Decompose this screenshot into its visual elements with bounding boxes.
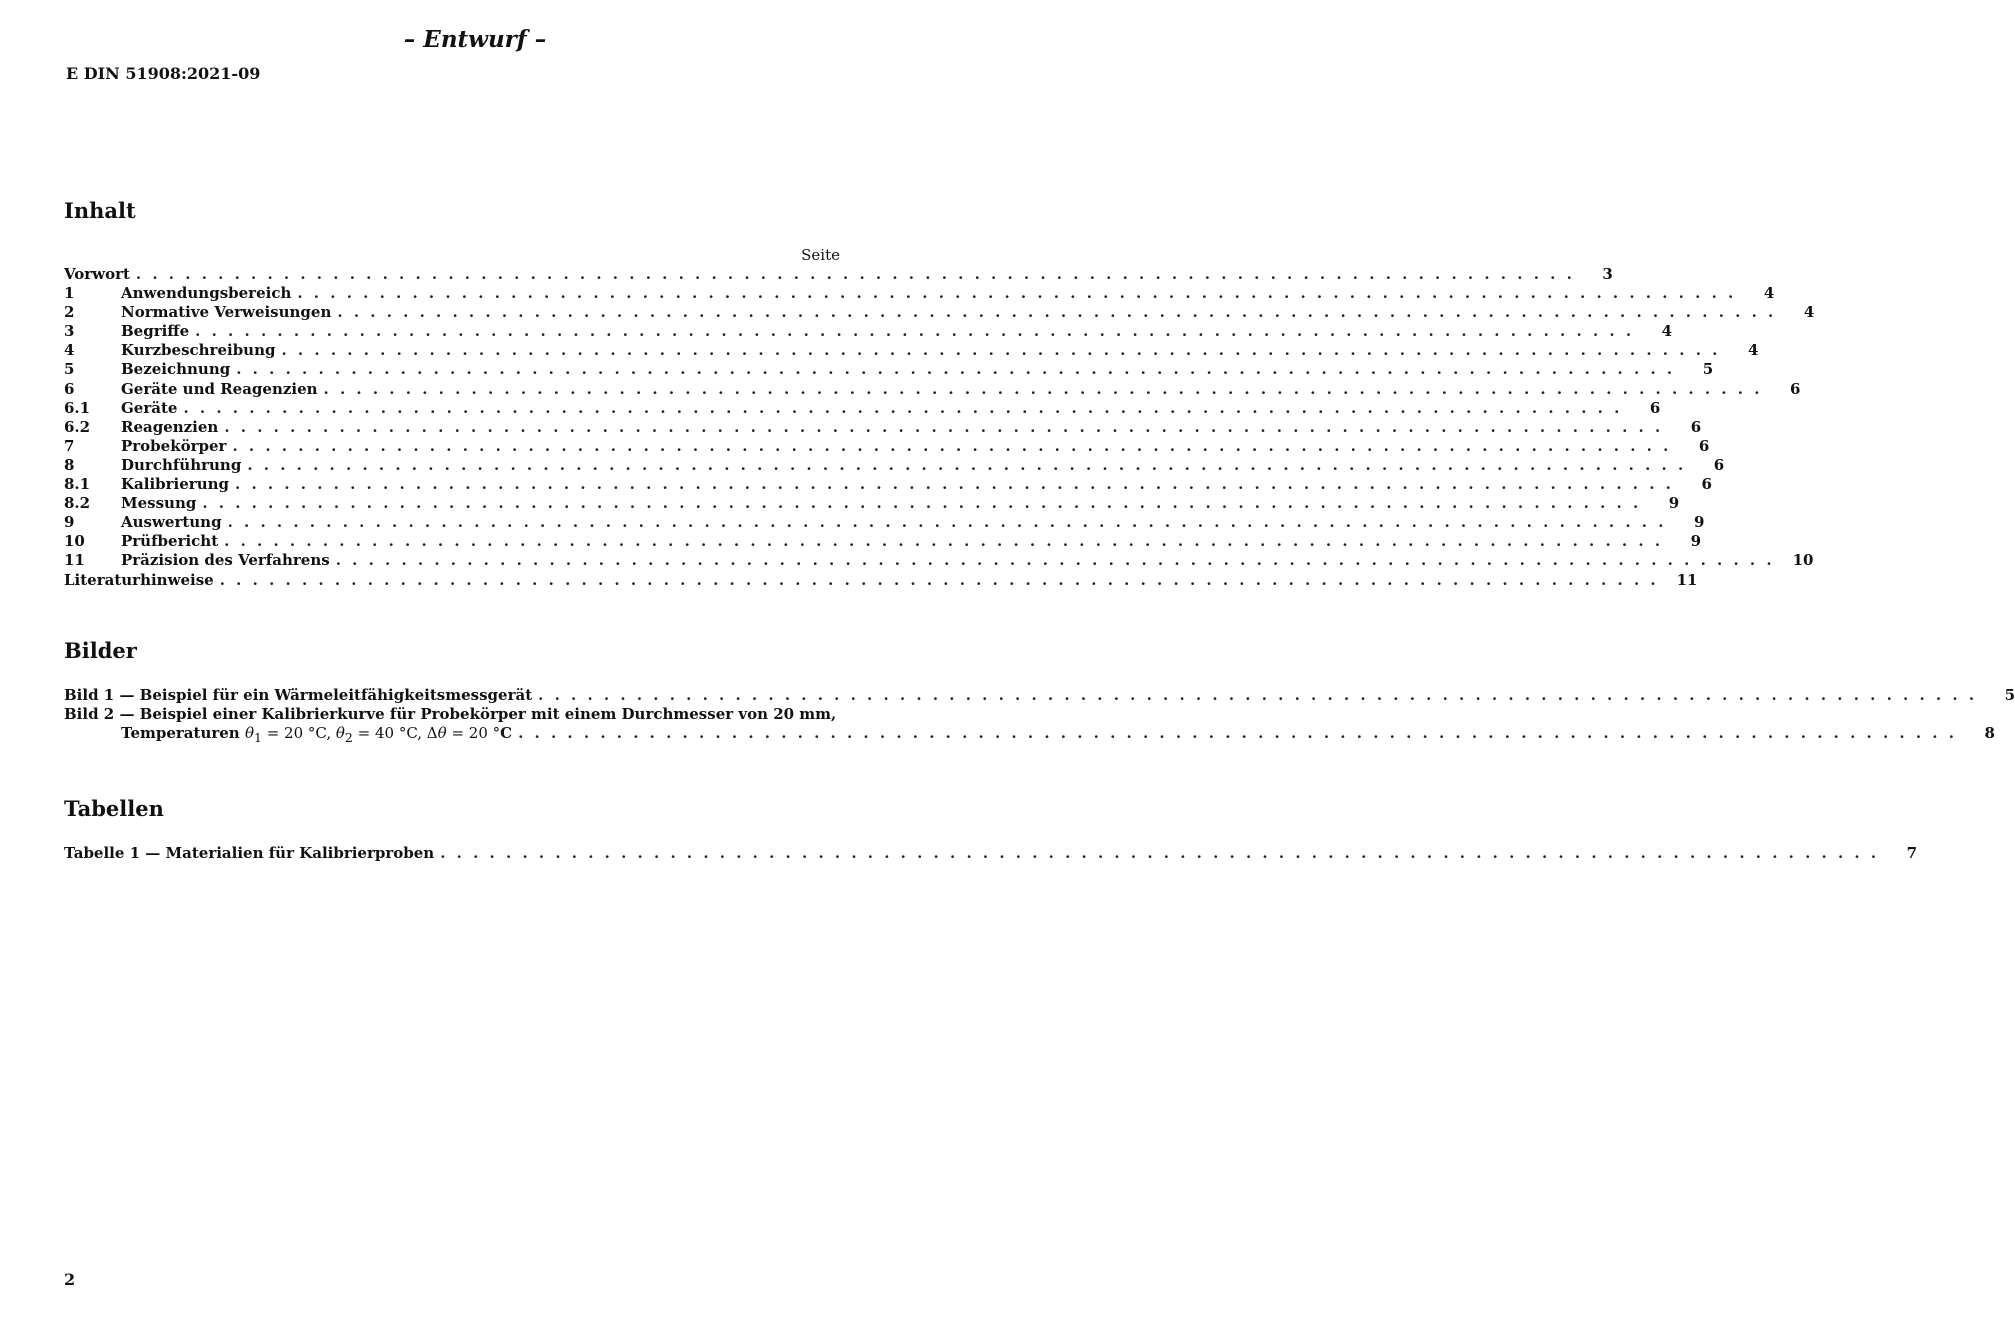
toc-entry[interactable] xyxy=(64,455,1725,475)
contents-heading: Inhalt xyxy=(64,198,136,223)
list-of-figures xyxy=(64,686,2015,746)
toc-entry[interactable] xyxy=(64,398,1661,418)
toc-entry[interactable] xyxy=(64,436,1710,456)
figure-title: Bild 1 — Beispiel für ein Wärmeleitfähigkeitsmessgerät xyxy=(64,686,533,704)
toc-entry-title: Vorwort xyxy=(64,265,130,283)
table-title: Tabelle 1 — Materialien für Kalibrierproben xyxy=(64,844,435,862)
toc-entry[interactable] xyxy=(64,360,1714,379)
toc-entry-number: 5 xyxy=(64,360,75,379)
toc-entry-number: 6.1 xyxy=(64,398,91,417)
toc-entry[interactable] xyxy=(64,494,1680,513)
dot-leader: . . . . . . . . . . . . . . . . . . . . . . . . . . . . . . . . . . . . . . . . . . . . . . . . . . . . . . . . . . . . . . . . . . . . . . . . . . . . . . . . . . . . . . . . xyxy=(202,494,1642,513)
dot-leader: . . . . . . . . . . . . . . . . . . . . . . . . . . . . . . . . . . . . . . . . . . . . . . . . . . . . . . . . . . . . . . . . . . . . . . . . . . . . . . . . . . . . . . . . xyxy=(227,513,1667,532)
theta-symbol: θ xyxy=(437,724,447,743)
toc-entry-title: Geräte xyxy=(121,398,178,417)
temperature-value-2: = 40 °C, Δ xyxy=(352,724,438,743)
toc-entry-page: 6 xyxy=(1698,436,1710,455)
table-entry-1[interactable] xyxy=(64,844,1918,863)
dot-leader: . . . . . . . . . . . . . . . . . . . . . . . . . . . . . . . . . . . . . . . . . . . . . . . . . . . . . . . . . . . . . . . . . . . . . . . . . . . . . . . . . . . . . . . . xyxy=(281,341,1721,360)
toc-entry[interactable] xyxy=(64,284,1775,303)
dot-leader: . . . . . . . . . . . . . . . . . . . . . . . . . . . . . . . . . . . . . . . . . . . . . . . . . . . . . . . . . . . . . . . . . . . . . . . . . . . . . . . . . . . . . . . . xyxy=(297,284,1737,303)
dot-leader: . . . . . . . . . . . . . . . . . . . . . . . . . . . . . . . . . . . . . . . . . . . . . . . . . . . . . . . . . . . . . . . . . . . . . . . . . . . . . . . . . . . . . . . . xyxy=(232,436,1672,455)
document-id: E DIN 51908:2021-09 xyxy=(66,64,261,83)
toc-entry-page: 6 xyxy=(1701,475,1712,494)
figure-entry-2-line-1[interactable] xyxy=(64,705,840,724)
toc-entry-page: 10 xyxy=(1792,551,1814,570)
page-column-label: Seite xyxy=(801,246,840,264)
toc-entry-number: 7 xyxy=(64,436,75,455)
toc-entry-title: Literaturhinweise xyxy=(64,570,214,589)
toc-entry-title: Geräte und Reagenzien xyxy=(121,379,318,398)
list-of-tables xyxy=(64,844,1918,863)
toc-entry-page: 9 xyxy=(1690,532,1702,551)
toc-entry-number: 3 xyxy=(64,322,75,341)
toc-entry-number: 6 xyxy=(64,379,75,398)
dot-leader: . . . . . . . . . . . . . . . . . . . . . . . . . . . . . . . . . . . . . . . . . . . . . . . . . . . . . . . . . . . . . . . . . . . . . . . . . . . . . . . . . . . . . . . . xyxy=(235,475,1674,494)
dot-leader: . . . . . . . . . . . . . . . . . . . . . . . . . . . . . . . . . . . . . . . . . . . . . . . . . . . . . . . . . . . . . . . . . . . . . . . . . . . . . . . . . . . . . . . . xyxy=(335,551,1775,570)
toc-entry-title: Präzision des Verfahrens xyxy=(121,551,330,570)
toc-entry[interactable] xyxy=(64,322,1673,341)
toc-entry-page: 4 xyxy=(1763,284,1775,303)
dot-leader: . . . . . . . . . . . . . . . . . . . . . . . . . . . . . . . . . . . . . . . . . . . . . . . . . . . . . . . . . . . . . . . . . . . . . . . . . . . . . . . . . . . . . . . . xyxy=(337,303,1777,322)
dot-leader: . . . . . . . . . . . . . . . . . . . . . . . . . . . . . . . . . . . . . . . . . . . . . . . . . . . . . . . . . . . . . . . . . . . . . . . . . . . . . . . . . . . . . . . . xyxy=(236,360,1676,379)
toc-entry-title: Kalibrierung xyxy=(121,475,229,494)
toc-entry-page: 6 xyxy=(1690,417,1702,436)
toc-entry-page: 11 xyxy=(1676,570,1698,589)
toc-entry-page: 4 xyxy=(1747,341,1759,360)
figure-entry-2-line-2[interactable] xyxy=(64,724,1995,746)
toc-entry[interactable] xyxy=(64,551,1814,570)
temperatures-label: Temperaturen xyxy=(121,724,240,743)
draft-mark: – Entwurf – xyxy=(403,26,547,53)
toc-entry-title: Bezeichnung xyxy=(121,360,231,379)
toc-entry[interactable] xyxy=(64,417,1702,437)
toc-entry[interactable] xyxy=(64,570,1698,590)
toc-entry-title: Messung xyxy=(121,494,197,513)
toc-entry-page: 4 xyxy=(1803,303,1815,322)
toc-entry-page: 6 xyxy=(1713,455,1725,474)
toc-entry-page: 9 xyxy=(1694,513,1705,532)
toc-entry[interactable] xyxy=(64,303,1815,322)
table-of-contents xyxy=(64,265,1815,590)
dot-leader: . . . . . . . . . . . . . . . . . . . . . . . . . . . . . . . . . . . . . . . . . . . . . . . . . . . . . . . . . . . . . . . . . . . . . . . . . . . . . . . . . . . . . . . . xyxy=(440,844,1880,862)
toc-entry-number: 2 xyxy=(64,303,75,322)
dot-leader: . . . . . . . . . . . . . . . . . . . . . . . . . . . . . . . . . . . . . . . . . . . . . . . . . . . . . . . . . . . . . . . . . . . . . . . . . . . . . . . . . . . . . . . . xyxy=(538,686,1978,704)
toc-entry-number: 10 xyxy=(64,532,85,551)
toc-entry-number: 9 xyxy=(64,513,75,532)
toc-entry-title: Kurzbeschreibung xyxy=(121,341,276,360)
dot-leader: . . . . . . . . . . . . . . . . . . . . . . . . . . . . . . . . . . . . . . . . . . . . . . . . . . . . . . . . . . . . . . . . . . . . . . . . . . . . . . . . . . . . . . . . xyxy=(224,417,1664,436)
toc-entry-title: Auswertung xyxy=(121,513,222,532)
toc-entry-title: Normative Verweisungen xyxy=(121,303,332,322)
toc-entry-number: 8 xyxy=(64,455,75,474)
toc-entry[interactable] xyxy=(64,513,1705,532)
page-number: 2 xyxy=(64,1270,76,1289)
toc-entry-title: Prüfbericht xyxy=(121,532,219,551)
toc-entry-title: Begriffe xyxy=(121,322,190,341)
toc-entry[interactable] xyxy=(64,265,1613,284)
toc-entry-title: Anwendungsbereich xyxy=(121,284,292,303)
toc-entry-page: 6 xyxy=(1649,398,1661,417)
toc-entry-number: 8.2 xyxy=(64,494,91,513)
dot-leader: . . . . . . . . . . . . . . . . . . . . . . . . . . . . . . . . . . . . . . . . . . . . . . . . . . . . . . . . . . . . . . . . . . . . . . . . . . . . . . . . . . . . . . . . xyxy=(183,398,1623,417)
toc-entry-number: 1 xyxy=(64,284,75,303)
celsius-unit: C xyxy=(500,724,513,743)
toc-entry-number: 6.2 xyxy=(64,417,91,436)
toc-entry[interactable] xyxy=(64,532,1702,551)
theta-symbol: θ xyxy=(335,724,345,743)
toc-entry-page: 4 xyxy=(1661,322,1673,341)
toc-entry[interactable] xyxy=(64,475,1712,494)
toc-entry-title: Probekörper xyxy=(121,436,227,455)
dot-leader: . . . . . . . . . . . . . . . . . . . . . . . . . . . . . . . . . . . . . . . . . . . . . . . . . . . . . . . . . . . . . . . . . . . . . . . . . . . . . . . . . . . . . . . . xyxy=(518,724,1957,743)
toc-entry-number: 8.1 xyxy=(64,475,91,494)
toc-entry-page: 5 xyxy=(1702,360,1714,379)
dot-leader: . . . . . . . . . . . . . . . . . . . . . . . . . . . . . . . . . . . . . . . . . . . . . . . . . . . . . . . . . . . . . . . . . . . . . . . . . . . . . . . . . . . . . . . . xyxy=(195,322,1635,341)
figure-page: 8 xyxy=(1984,724,1995,743)
dot-leader: . . . . . . . . . . . . . . . . . . . . . . . . . . . . . . . . . . . . . . . . . . . . . . . . . . . . . . . . . . . . . . . . . . . . . . . . . . . . . . . . . . . . . . . . xyxy=(224,532,1664,551)
toc-entry[interactable] xyxy=(64,341,1759,360)
dot-leader: . . . . . . . . . . . . . . . . . . . . . . . . . . . . . . . . . . . . . . . . . . . . . . . . . . . . . . . . . . . . . . . . . . . . . . . . . . . . . . . . . . . . . . . . xyxy=(247,455,1687,474)
toc-entry-title: Durchführung xyxy=(121,455,242,474)
toc-entry-title: Reagenzien xyxy=(121,417,219,436)
dot-leader: . . . . . . . . . . . . . . . . . . . . . . . . . . . . . . . . . . . . . . . . . . . . . . . . . . . . . . . . . . . . . . . . . . . . . . . . . . . . . . . . . . . . . . . . xyxy=(135,265,1575,283)
subscript-1: 1 xyxy=(253,730,262,746)
theta-symbol: θ xyxy=(244,724,254,743)
figure-title: Bild 2 — Beispiel einer Kalibrierkurve für Probekörper mit einem Durchmesser von 20 mm, xyxy=(64,705,837,724)
toc-entry-number: 4 xyxy=(64,341,75,360)
toc-entry-number: 11 xyxy=(64,551,85,570)
temperature-difference: = 20 ° xyxy=(446,724,501,743)
subscript-2: 2 xyxy=(344,730,353,746)
figure-entry-1[interactable] xyxy=(64,686,2015,705)
figures-heading: Bilder xyxy=(64,638,137,663)
temperature-value-1: = 20 °C, xyxy=(261,724,336,743)
toc-entry-page: 6 xyxy=(1789,379,1801,398)
figure-page: 5 xyxy=(2004,686,2015,704)
toc-entry[interactable] xyxy=(64,379,1801,399)
table-page: 7 xyxy=(1906,844,1918,862)
tables-heading: Tabellen xyxy=(64,796,164,821)
dot-leader: . . . . . . . . . . . . . . . . . . . . . . . . . . . . . . . . . . . . . . . . . . . . . . . . . . . . . . . . . . . . . . . . . . . . . . . . . . . . . . . . . . . . . . . . xyxy=(323,379,1763,398)
toc-entry-page: 9 xyxy=(1668,494,1680,513)
figure-title-continued xyxy=(121,724,518,747)
toc-entry-page: 3 xyxy=(1602,265,1613,283)
dot-leader: . . . . . . . . . . . . . . . . . . . . . . . . . . . . . . . . . . . . . . . . . . . . . . . . . . . . . . . . . . . . . . . . . . . . . . . . . . . . . . . . . . . . . . . . xyxy=(219,570,1659,589)
